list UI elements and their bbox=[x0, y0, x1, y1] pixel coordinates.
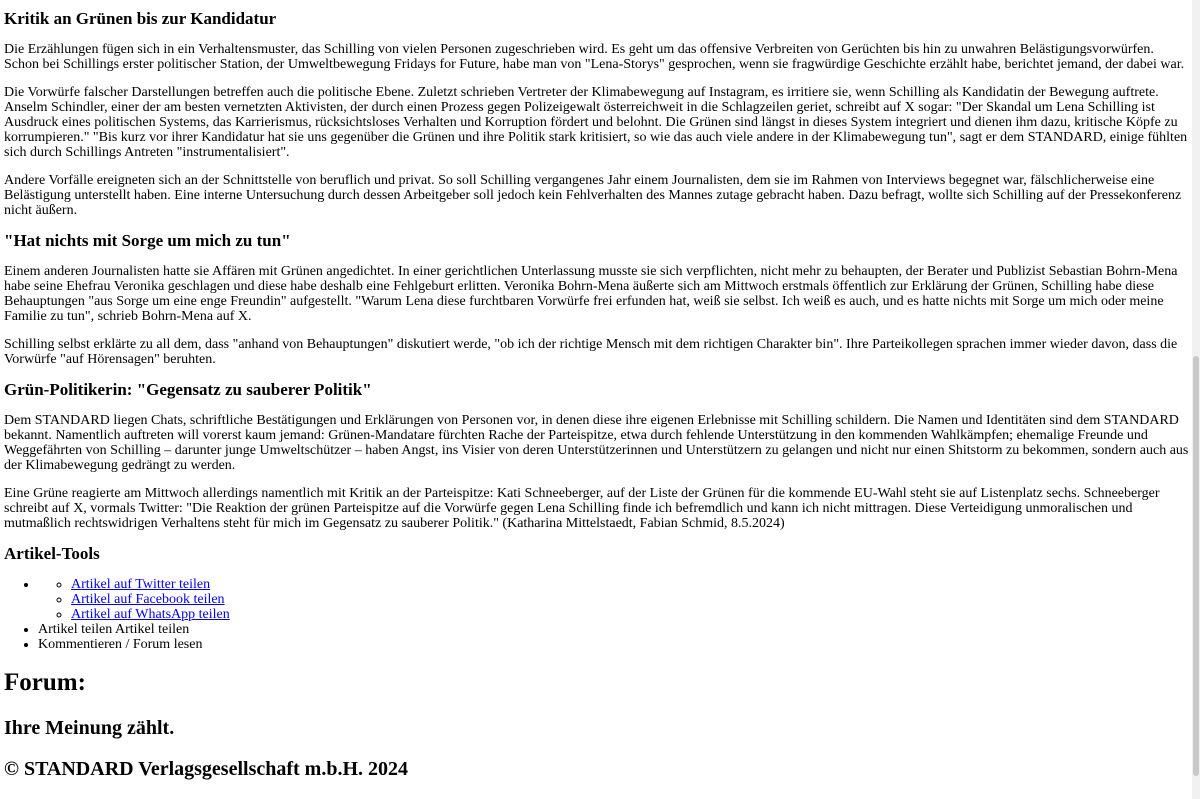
share-twitter-link[interactable]: Artikel auf Twitter teilen bbox=[71, 577, 211, 592]
copyright-notice: © STANDARD Verlagsgesellschaft m.b.H. 2024 bbox=[4, 758, 409, 780]
share-twitter-item bbox=[71, 577, 1190, 592]
article-paragraph: Eine Grüne reagierte am Mittwoch allerdings namentlich mit Kritik an der Parteispitze: Kati Schneeberger, auf der Liste der Grünen für die kommende EU-Wahl steht sie auf Listenplatz sechs. Schneeberger schreibt auf X, vormals Twitter: "Die Reaktion der grünen Parteispitze auf die Vorwürfe gegen Lena Schilling finde ich befremdlich und kann ich nicht mittragen. Diese Verteidigung unmoralischen und mutmaßlich rechtswidrigen Verhaltens steht für mich im Gegensatz zu sauberer Politik." (Katharina Mittelstaedt, Fabian Schmid, 8.5.2024) bbox=[4, 486, 1160, 531]
share-article-item[interactable]: • Artikel teilen Artikel teilen bbox=[38, 622, 1190, 637]
share-facebook-item bbox=[71, 592, 1190, 607]
section-heading-politik: Grün-Politikerin: "Gegensatz zu sauberer Politik" bbox=[4, 380, 372, 399]
article-tools-heading: Artikel-Tools bbox=[4, 544, 100, 563]
share-whatsapp-link[interactable]: Artikel auf WhatsApp teilen bbox=[71, 607, 230, 622]
article-paragraph: Einem anderen Journalisten hatte sie Affären mit Grünen angedichtet. In einer gerichtlichen Unterlassung musste sie sich verpflichten, nicht mehr zu behaupten, der Berater und Publizist Sebastian Bohrn-Mena habe seine Ehefrau Veronika geschlagen und diese habe deshalb eine Fehlgeburt erlitten. Veronika Bohrn-Mena äußerte sich am Mittwoch erstmals öffentlich zur Erklärung der Grünen, Schilling habe diese Behauptungen "aus Sorge um eine enge Freundin" aufgestellt. "Warum Lena diese furchtbaren Vorwürfe frei erfunden hat, weiß sie selbst. Ich weiß es auch, und es hatte nichts mit Sorge um mich oder meine Familie zu tun", schrieb Bohrn-Mena auf X. bbox=[4, 264, 1178, 324]
forum-title: Forum: bbox=[4, 669, 86, 696]
article-paragraph: Die Vorwürfe falscher Darstellungen betreffen auch die politische Ebene. Zuletzt schrieben Vertreter der Klimabewegung auf Instagram, es irritiere sie, wenn Schilling als Kandidatin der Bewegung auftrete. Anselm Schindler, einer der am besten vernetzten Aktivisten, der durch einen Prozess gegen Polizeigewalt österreichweit in die Schlagzeilen geriet, schreibt auf X sogar: "Der Skandal um Lena Schilling ist Ausdruck eines politischen Systems, das Karrierismus, rücksichtsloses Verhalten und Korruption fördert und belohnt. Die Grünen sind längst in dieses System integriert und dienen ihm dazu, kritische Köpfe zu korrumpieren." "Bis kurz vor ihrer Kandidatur hat sie uns gegenüber die Grünen und ihre Politik stark kritisiert, so wie das auch viele andere in der Klimabewegung tun", sagt er dem STANDARD, einige fühlten sich durch Schillings Antreten "instrumentalisiert". bbox=[4, 85, 1188, 160]
section-heading-sorge: "Hat nichts mit Sorge um mich zu tun" bbox=[4, 231, 291, 250]
share-whatsapp-item bbox=[71, 607, 1190, 622]
article-paragraph: Die Erzählungen fügen sich in ein Verhaltensmuster, das Schilling von vielen Personen zugeschrieben wird. Es geht um das offensive Verbreiten von Gerüchten bis hin zu unwahren Belästigungsvorwürfen. Schon bei Schillings erster politischer Station, der Umweltbewegung Fridays for Future, habe man von "Lena-Storys" gesprochen, wenn sie fragwürdige Geschichte erzählt habe, berichtet jemand, der dabei war. bbox=[4, 42, 1185, 72]
section-heading-kritik: Kritik an Grünen bis zur Kandidatur bbox=[4, 9, 277, 28]
article-paragraph: Dem STANDARD liegen Chats, schriftliche Bestätigungen und Erklärungen von Personen vor, in denen diese ihre eigenen Erlebnisse mit Schilling schildern. Die Namen und Identitäten sind dem STANDARD bekannt. Namentlich auftreten will vorerst kaum jemand: Grünen-Mandatare fürchten Rache der Parteispitze, etwa durch fehlende Unterstützung in den kommenden Wahlkämpfen; ehemalige Freunde und Weggefährten von Schilling – darunter junge Umweltschützer – haben Angst, ins Visier von deren Unterstützerinnen und Unterstützern zu gelangen und nicht nur einen Shitstorm zu bekommen, sondern auch aus der Klimabewegung gedrängt zu werden. bbox=[4, 413, 1189, 473]
share-facebook-link[interactable]: Artikel auf Facebook teilen bbox=[71, 592, 225, 607]
article-paragraph: Schilling selbst erklärte zu all dem, dass "anhand von Behauptungen" diskutiert werde, "ob ich der richtige Mensch mit dem richtigen Charakter bin". Ihre Parteikollegen sprachen immer wieder davon, dass die Vorwürfe "auf Hörensagen" beruhten. bbox=[4, 337, 1178, 367]
article-paragraph: Andere Vorfälle ereigneten sich an der Schnittstelle von beruflich und privat. So soll Schilling vergangenes Jahr einem Journalisten, dem sie im Rahmen von Interviews begegnet war, fälschlicherweise eine Belästigung unterstellt haben. Eine interne Untersuchung durch dessen Arbeitgeber soll jedoch kein Fehlverhalten des Mannes zutage gebracht haben. Dazu befragt, wollte sich Schilling auf der Pressekonferenz nicht äußern. bbox=[4, 173, 1182, 218]
scrollbar-thumb[interactable] bbox=[1193, 356, 1199, 776]
share-list-item bbox=[38, 577, 1190, 622]
forum-subtitle: Ihre Meinung zählt. bbox=[4, 717, 175, 739]
article-page bbox=[4, 0, 1190, 781]
vertical-scrollbar[interactable] bbox=[1192, 0, 1200, 799]
comments-item[interactable]: • Kommentieren / Forum lesen bbox=[38, 637, 1190, 652]
share-links-list bbox=[38, 577, 1190, 622]
article-tools-list bbox=[4, 577, 1190, 652]
